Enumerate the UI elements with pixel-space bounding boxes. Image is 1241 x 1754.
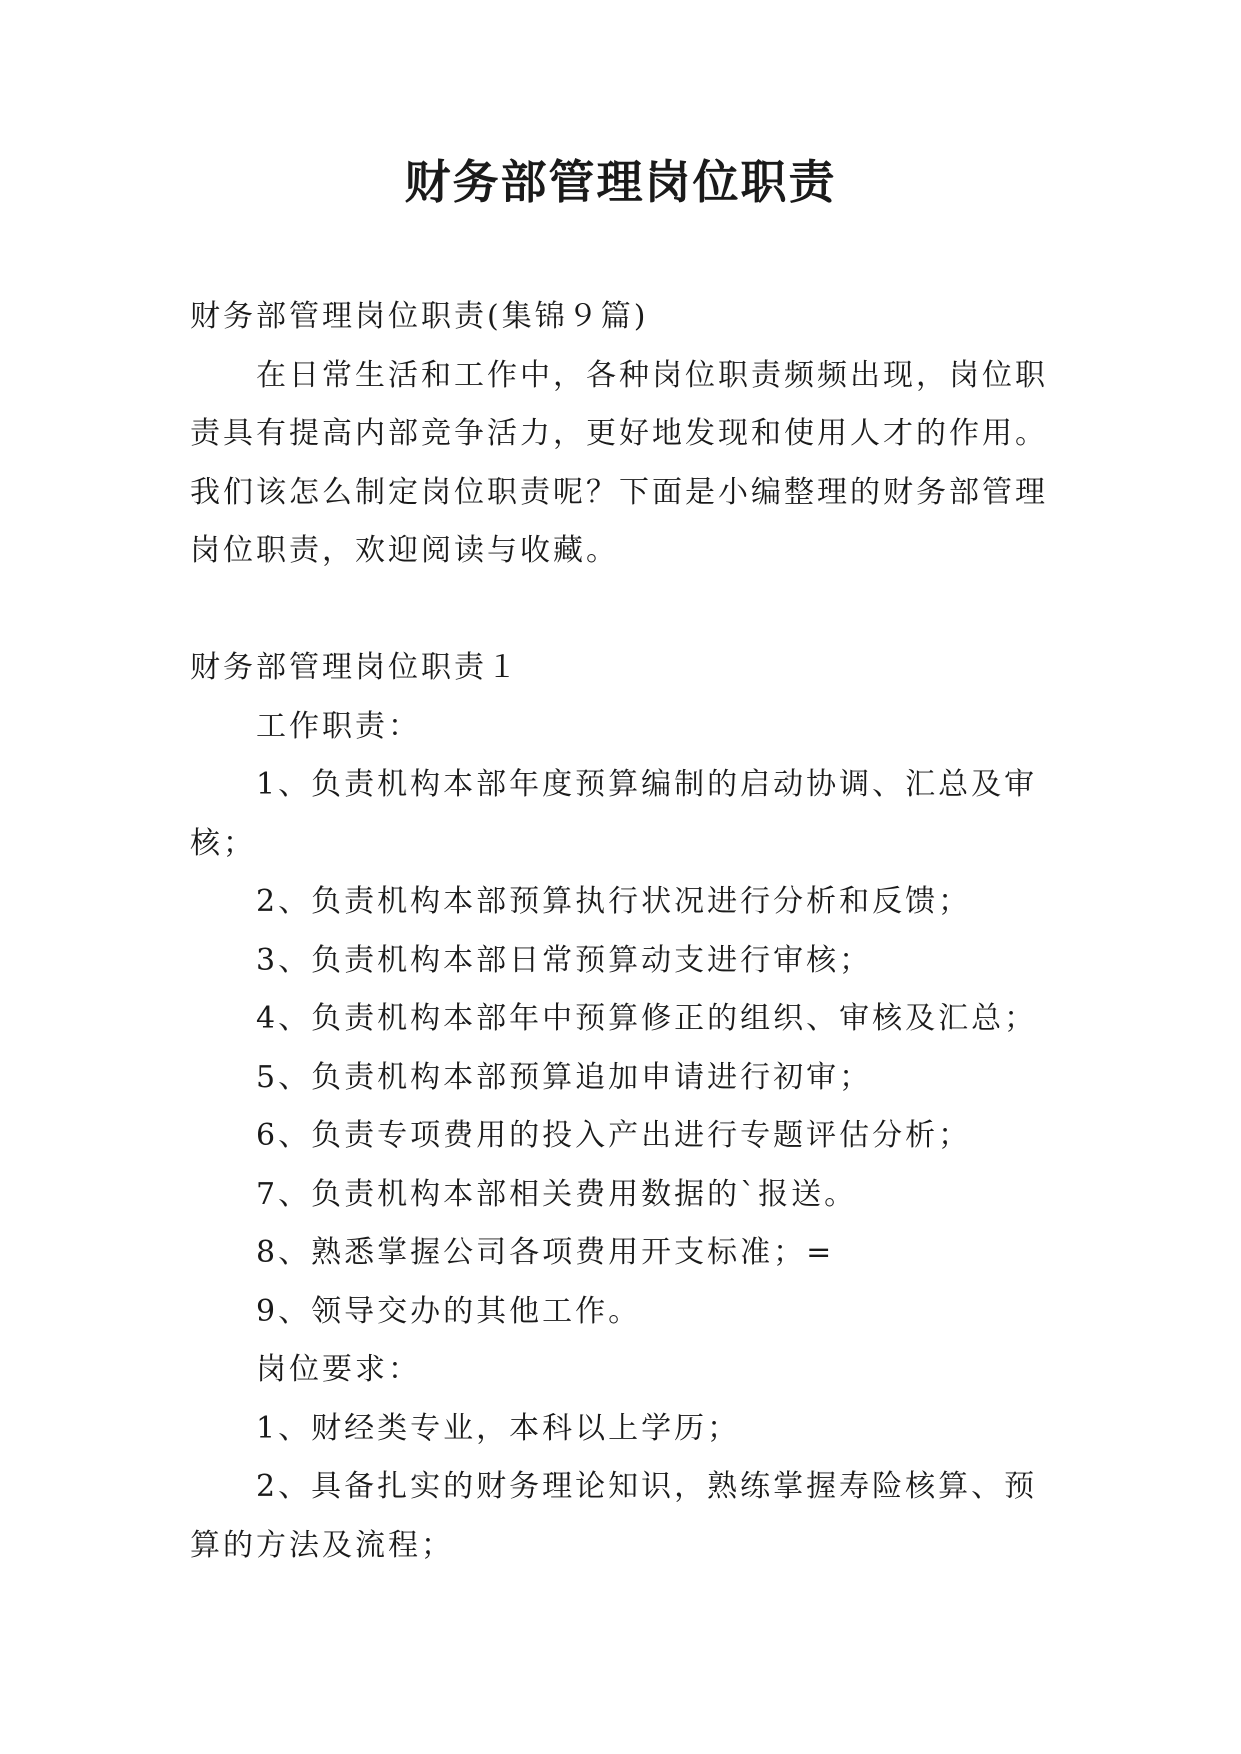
document-title: 财务部管理岗位职责	[404, 155, 837, 209]
document-subtitle: 财务部管理岗位职责(集锦９篇)	[190, 299, 649, 334]
duty-item: 3、负责机构本部日常预算动支进行审核；	[256, 942, 873, 978]
duty-item: 2、负责机构本部预算执行状况进行分析和反馈；	[256, 884, 972, 919]
duty-item: 7、负责机构本部相关费用数据的`报送。	[256, 1176, 858, 1212]
section-heading: 财务部管理岗位职责１	[190, 650, 520, 685]
duties-label: 工作职责：	[256, 708, 421, 744]
requirement-item: 1、财经类专业，本科以上学历；	[256, 1410, 741, 1446]
requirements-label: 岗位要求：	[256, 1352, 421, 1387]
paragraph-spacer	[190, 581, 1070, 640]
requirement-item: 2、具备扎实的财务理论知识，熟练掌握寿险核算、预算的方法及流程；	[190, 1469, 1038, 1563]
duty-item: 5、负责机构本部预算追加申请进行初审；	[256, 1059, 873, 1095]
duty-item: 9、领导交办的其他工作。	[256, 1293, 642, 1329]
duty-item: 4、负责机构本部年中预算修正的组织、审核及汇总；	[256, 1001, 1038, 1036]
intro-paragraph: 在日常生活和工作中，各种岗位职责频频出现，岗位职责具有提高内部竞争活力，更好地发现和使用人才的作用。我们该怎么制定岗位职责呢？下面是小编整理的财务部管理岗位职责，欢迎阅读与收藏。	[190, 357, 1048, 568]
document-body	[190, 288, 1070, 1575]
duty-item: 1、负责机构本部年度预算编制的启动协调、汇总及审核；	[190, 767, 1038, 861]
duty-item: 8、熟悉掌握公司各项费用开支标准；=	[256, 1235, 835, 1270]
duty-item: 6、负责专项费用的投入产出进行专题评估分析；	[256, 1118, 972, 1153]
